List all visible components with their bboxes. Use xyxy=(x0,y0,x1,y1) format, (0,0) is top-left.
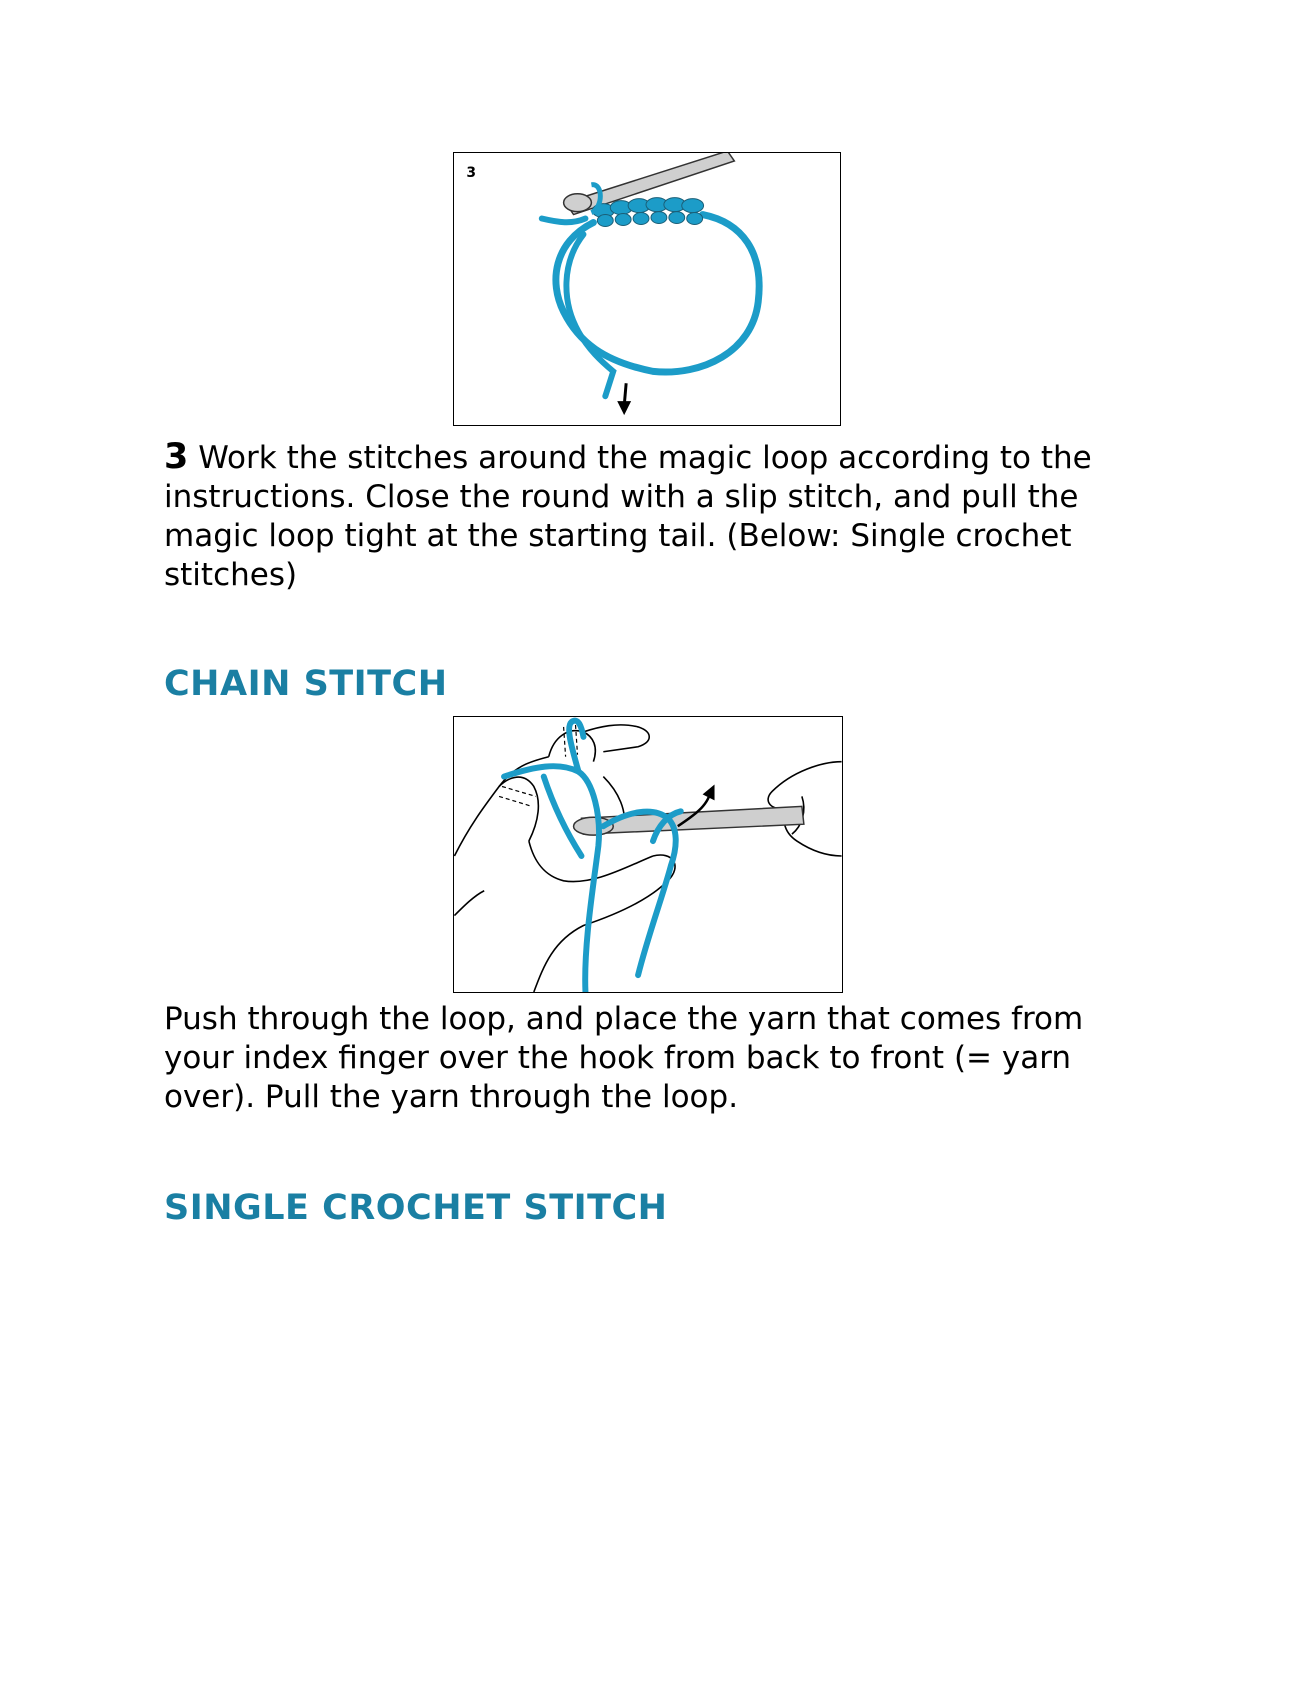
single-crochet-heading: SINGLE CROCHET STITCH xyxy=(164,1188,668,1228)
magic-loop-drawing xyxy=(454,153,840,425)
chain-stitch-heading: CHAIN STITCH xyxy=(164,664,448,704)
yarn-tail xyxy=(542,219,586,223)
chain-stitch-drawing xyxy=(454,717,842,992)
starting-tail xyxy=(566,234,613,396)
magic-loop-illustration xyxy=(453,152,841,426)
hook-head xyxy=(564,194,592,212)
chain-stitch-instructions: Push through the loop, and place the yarn that comes from your index finger over the hook from back to front (= yarn over). Pull the yarn through the loop. xyxy=(164,1001,1084,1115)
step-3-instructions xyxy=(164,438,1144,595)
step-3-text: Work the stitches around the magic loop according to the instructions. Close the round with a slip stitch, and pull the magic loop tight at the starting tail. (Below: Single crochet stitches) xyxy=(164,440,1092,593)
figure-number: 3 xyxy=(466,164,476,181)
arrow-head-icon xyxy=(617,401,631,415)
step-number: 3 xyxy=(164,437,189,477)
chain-stitch-illustration xyxy=(453,716,843,993)
